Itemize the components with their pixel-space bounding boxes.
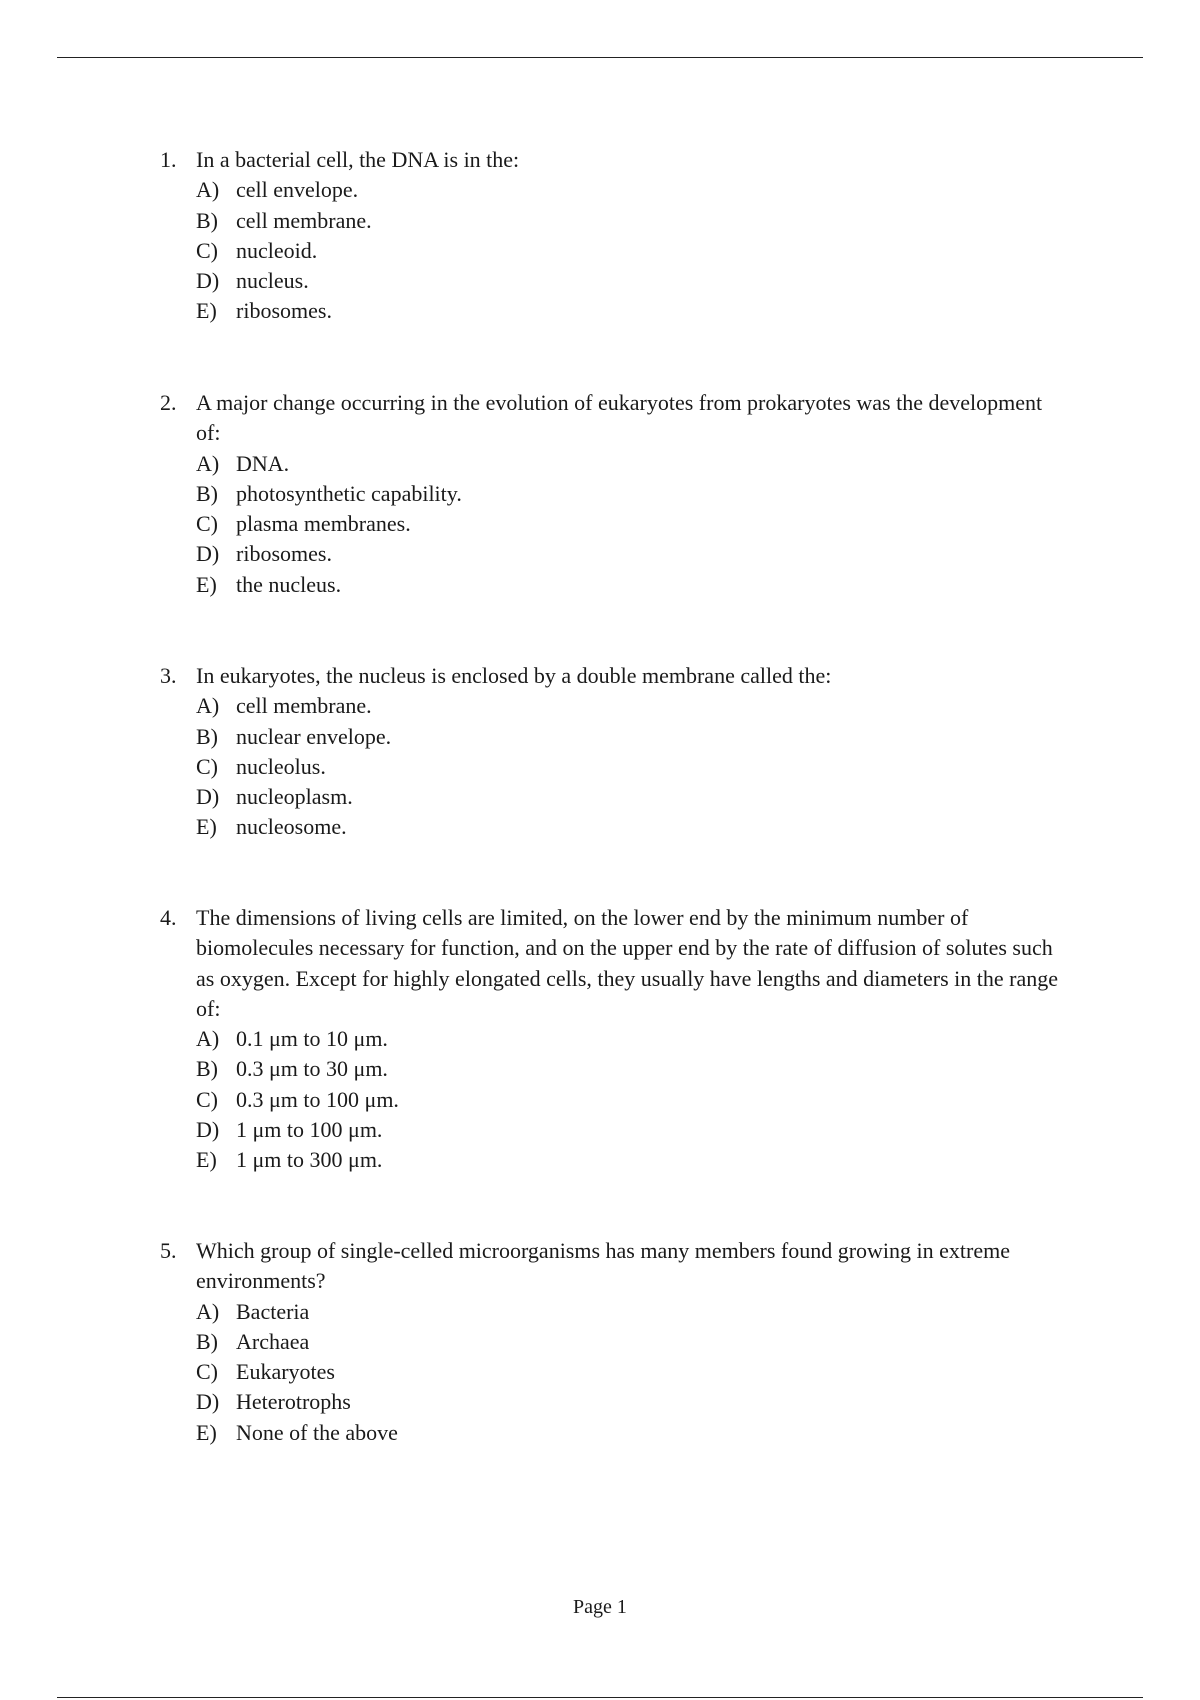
- option-letter: A): [196, 450, 220, 476]
- option-letter: D): [196, 784, 220, 810]
- option-text: nucleoplasm.: [236, 784, 353, 810]
- question-4: [160, 903, 1060, 1176]
- answer-option-b: [196, 1054, 1060, 1084]
- option-letter: B): [196, 1328, 218, 1354]
- option-text: cell membrane.: [236, 693, 372, 719]
- answer-options: [196, 691, 1060, 842]
- option-letter: D): [196, 541, 220, 567]
- answer-option-b: [196, 722, 1060, 752]
- page-number: Page 1: [573, 1596, 627, 1618]
- question-text: A major change occurring in the evolution of eukaryotes from prokaryotes was the development of:: [196, 390, 1043, 446]
- question-text: Which group of single-celled microorganisms has many members found growing in extreme environments?: [196, 1238, 1010, 1294]
- option-letter: E): [196, 1147, 217, 1173]
- answer-options: [196, 449, 1060, 600]
- option-text: nuclear envelope.: [236, 723, 392, 749]
- option-letter: C): [196, 237, 218, 263]
- option-letter: C): [196, 1086, 218, 1112]
- question-text: In a bacterial cell, the DNA is in the:: [196, 147, 520, 172]
- answer-options: [196, 175, 1060, 326]
- option-text: nucleus.: [236, 268, 309, 294]
- question-5: [160, 1236, 1060, 1448]
- option-letter: C): [196, 511, 218, 537]
- question-number: 4.: [160, 905, 177, 930]
- option-text: 0.3 μm to 100 μm.: [236, 1086, 399, 1112]
- option-text: nucleoid.: [236, 237, 318, 263]
- answer-option-a: [196, 1024, 1060, 1054]
- option-letter: C): [196, 1359, 218, 1385]
- answer-option-a: [196, 1297, 1060, 1327]
- option-text: ribosomes.: [236, 541, 332, 567]
- option-text: 0.3 μm to 30 μm.: [236, 1056, 388, 1082]
- question-text: In eukaryotes, the nucleus is enclosed by a double membrane called the:: [196, 663, 832, 688]
- option-text: Archaea: [236, 1328, 310, 1354]
- option-letter: E): [196, 298, 217, 324]
- option-text: plasma membranes.: [236, 511, 411, 537]
- answer-option-a: [196, 175, 1060, 205]
- bottom-rule: [57, 1697, 1143, 1698]
- question-number: 1.: [160, 147, 177, 172]
- option-text: Heterotrophs: [236, 1389, 351, 1415]
- question-stem: [160, 145, 1060, 175]
- option-text: nucleolus.: [236, 753, 326, 779]
- answer-option-d: [196, 1115, 1060, 1145]
- option-letter: D): [196, 1389, 220, 1415]
- option-letter: D): [196, 268, 220, 294]
- answer-option-d: [196, 1387, 1060, 1417]
- answer-option-d: [196, 266, 1060, 296]
- answer-option-e: [196, 812, 1060, 842]
- option-letter: E): [196, 571, 217, 597]
- question-2: [160, 388, 1060, 600]
- question-number: 5.: [160, 1238, 177, 1263]
- option-text: 1 μm to 100 μm.: [236, 1117, 383, 1143]
- answer-option-c: [196, 1085, 1060, 1115]
- answer-option-e: [196, 570, 1060, 600]
- question-stem: [160, 903, 1060, 1024]
- answer-options: [196, 1297, 1060, 1448]
- answer-option-b: [196, 206, 1060, 236]
- option-text: the nucleus.: [236, 571, 342, 597]
- option-text: 1 μm to 300 μm.: [236, 1147, 383, 1173]
- question-1: [160, 145, 1060, 327]
- answer-option-e: [196, 1145, 1060, 1175]
- answer-option-d: [196, 782, 1060, 812]
- option-text: Eukaryotes: [236, 1359, 335, 1385]
- option-letter: C): [196, 753, 218, 779]
- option-letter: D): [196, 1117, 220, 1143]
- option-text: Bacteria: [236, 1298, 310, 1324]
- option-letter: E): [196, 814, 217, 840]
- option-letter: B): [196, 480, 218, 506]
- option-letter: B): [196, 723, 218, 749]
- question-stem: [160, 1236, 1060, 1297]
- answer-option-b: [196, 1327, 1060, 1357]
- question-3: [160, 661, 1060, 843]
- option-text: photosynthetic capability.: [236, 480, 462, 506]
- option-text: cell envelope.: [236, 177, 359, 203]
- top-rule: [57, 57, 1143, 58]
- answer-options: [196, 1024, 1060, 1175]
- option-letter: A): [196, 1026, 220, 1052]
- question-number: 3.: [160, 663, 177, 688]
- option-letter: A): [196, 693, 220, 719]
- option-letter: E): [196, 1419, 217, 1445]
- answer-option-c: [196, 236, 1060, 266]
- answer-option-a: [196, 449, 1060, 479]
- option-letter: A): [196, 177, 220, 203]
- option-text: cell membrane.: [236, 207, 372, 233]
- answer-option-e: [196, 296, 1060, 326]
- answer-option-c: [196, 752, 1060, 782]
- option-text: 0.1 μm to 10 μm.: [236, 1026, 388, 1052]
- option-text: ribosomes.: [236, 298, 332, 324]
- answer-option-a: [196, 691, 1060, 721]
- question-number: 2.: [160, 390, 177, 415]
- answer-option-b: [196, 479, 1060, 509]
- answer-option-e: [196, 1418, 1060, 1448]
- question-text: The dimensions of living cells are limited, on the lower end by the minimum number of biomolecules necessary for function, and on the upper end by the rate of diffusion of solutes such as oxygen. Except for highly elongated cells, they usually have lengths and diameters in the range of:: [196, 905, 1059, 1021]
- option-text: None of the above: [236, 1419, 398, 1445]
- option-letter: B): [196, 1056, 218, 1082]
- option-text: nucleosome.: [236, 814, 347, 840]
- question-stem: [160, 661, 1060, 691]
- option-text: DNA.: [236, 450, 290, 476]
- answer-option-d: [196, 539, 1060, 569]
- answer-option-c: [196, 509, 1060, 539]
- answer-option-c: [196, 1357, 1060, 1387]
- option-letter: A): [196, 1298, 220, 1324]
- question-stem: [160, 388, 1060, 449]
- option-letter: B): [196, 207, 218, 233]
